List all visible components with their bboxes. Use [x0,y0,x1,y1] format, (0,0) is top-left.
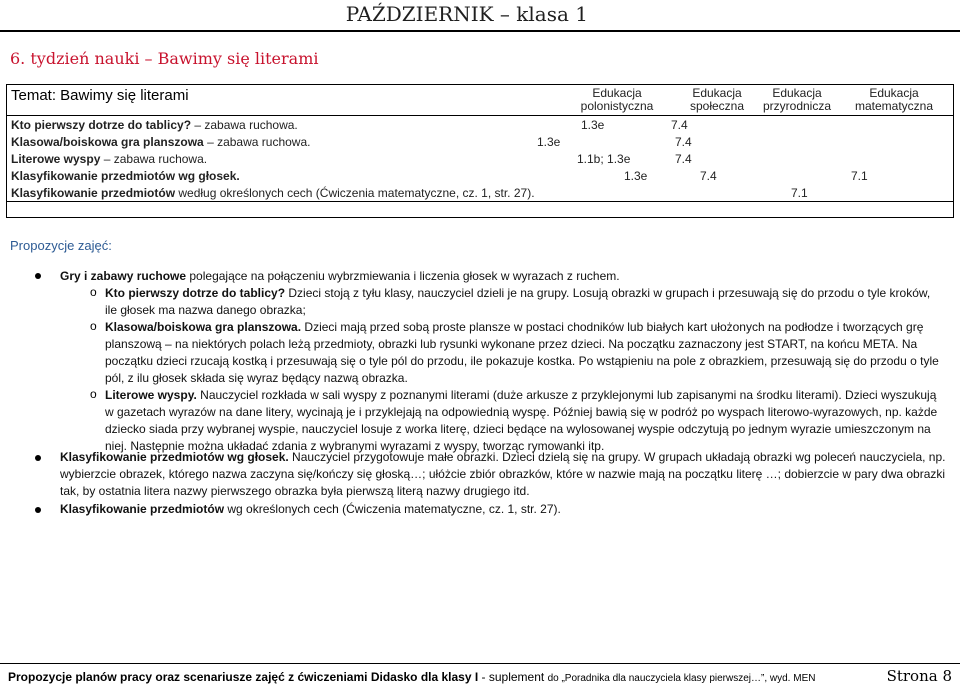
table-divider [7,115,953,116]
curriculum-table [6,84,954,218]
bullet-icon [35,507,41,513]
table-row: Klasyfikowanie przedmiotów według określonych cech (Ćwiczenia matematyczne, cz. 1, str. 27). [11,186,535,200]
table-cell-spo: 7.4 [675,152,692,166]
column-header-przyrodnicza: Edukacja przyrodnicza [762,86,832,113]
table-cell-spo: 7.4 [675,135,692,149]
column-header-spoleczna: Edukacja społeczna [689,86,745,113]
table-cell-mat: 7.1 [851,169,868,183]
table-row: Literowe wyspy – zabawa ruchowa. [11,152,208,166]
table-cell-pol: 1.3e [624,169,648,183]
table-cell-pol: 1.3e [581,118,605,132]
table-cell-mat: 7.1 [791,186,808,200]
page-header-title: PAŹDZIERNIK – klasa 1 [345,2,588,26]
sub-list-item: Kto pierwszy dotrze do tablicy? Dzieci stoją z tyłu klasy, nauczyciel dzieli je na grupy. Losują obrazki w grupach i przesuwają się do przodu o tyle kroków, ile głosek ma nazwa danego obrazka; [105,286,931,317]
footer-text: Propozycje planów pracy oraz scenariusze zajęć z ćwiczeniami Didasko dla klasy I - suplement do „Poradnika dla nauczyciela klasy pierwszej…”, wyd. MEN [8,670,816,684]
table-cell-pol: 1.3e [537,135,561,149]
footer-divider [0,663,960,664]
table-topic: Temat: Bawimy się literami [11,87,189,104]
sub-list-item: Klasowa/boiskowa gra planszowa. Dzieci mają przed sobą proste plansze w postaci chodników lub białych kart ułożonych na podłodze i tworzących grę planszową – na niektórych polach leżą przedmioty, obrazki lub rysunki wykonane przez dzieci. Na początku zaznaczony jest START, na końcu META. Na początku dzieci rzucają kostką i przesuwają się o tyle pól do przodu, ile pokazuje kostka. Po wstąpieniu na pole z obrazkiem, przesuwają się do przodu o tyle pól, z ilu głosek składa się wyraz będący nazwą obrazka. [105,320,939,385]
table-divider [7,201,953,202]
table-cell-pol: 1.1b; 1.3e [577,152,631,166]
list-item: Klasyfikowanie przedmiotów wg określonych cech (Ćwiczenia matematyczne, cz. 1, str. 27). [60,502,561,516]
table-cell-spo: 7.4 [700,169,717,183]
table-row: Klasyfikowanie przedmiotów wg głosek. [11,169,240,183]
circle-bullet-icon: o [90,319,97,333]
list-item: Gry i zabawy ruchowe polegające na połączeniu wybrzmiewania i liczenia głosek w wyrazach z ruchem. [60,269,620,283]
circle-bullet-icon: o [90,285,97,299]
list-item: Klasyfikowanie przedmiotów wg głosek. Nauczyciel przygotowuje małe obrazki. Dzieci dzielą się na grupy. W grupach układają obrazki wg poleceń nauczyciela, np. wybierzcie obrazek, którego nazwa zaczyna się/kończy się głoską…; ułóżcie zbiór obrazków, które w nazwie mają na początku literę …; dobierzcie w pary dwa obrazki tak, by ostatnia litera nazwy pierwszego obrazka była pierwszą literą nazwy drugiego itd. [60,450,946,498]
week-heading: 6. tydzień nauki – Bawimy się literami [10,49,319,68]
proposals-heading: Propozycje zajęć: [10,238,112,253]
column-header-polonistyczna: Edukacja polonistyczna [580,86,654,113]
header-divider [0,30,960,32]
table-row: Kto pierwszy dotrze do tablicy? – zabawa ruchowa. [11,118,298,132]
column-header-matematyczna: Edukacja matematyczna [854,86,934,113]
bullet-icon [35,455,41,461]
table-row: Klasowa/boiskowa gra planszowa – zabawa ruchowa. [11,135,311,149]
circle-bullet-icon: o [90,387,97,401]
table-cell-spo: 7.4 [671,118,688,132]
page-number: Strona 8 [886,667,952,685]
bullet-icon [35,273,41,279]
sub-list-item: Literowe wyspy. Nauczyciel rozkłada w sali wyspy z poznanymi literami (duże arkusze z przyklejonymi lub zapisanymi na środku literami). Dzieci wyszukują w gazetach wyrazów na dane litery, wycinają je i przyklejają na odpowiednią wyspę. Później bawią się w podróż po wyspach literowo-wyrazowych, np. każde dziecko siada przy wybranej wyspie, nauczyciel losuje z worka literę, dzieci będące na wylosowanej wyspie odczytują po jednym wyrazie umieszczonym na niej. Następnie można układać zdania z wybranymi wyrazami z wyspy, tworząc rymowanki itp. [105,388,938,453]
